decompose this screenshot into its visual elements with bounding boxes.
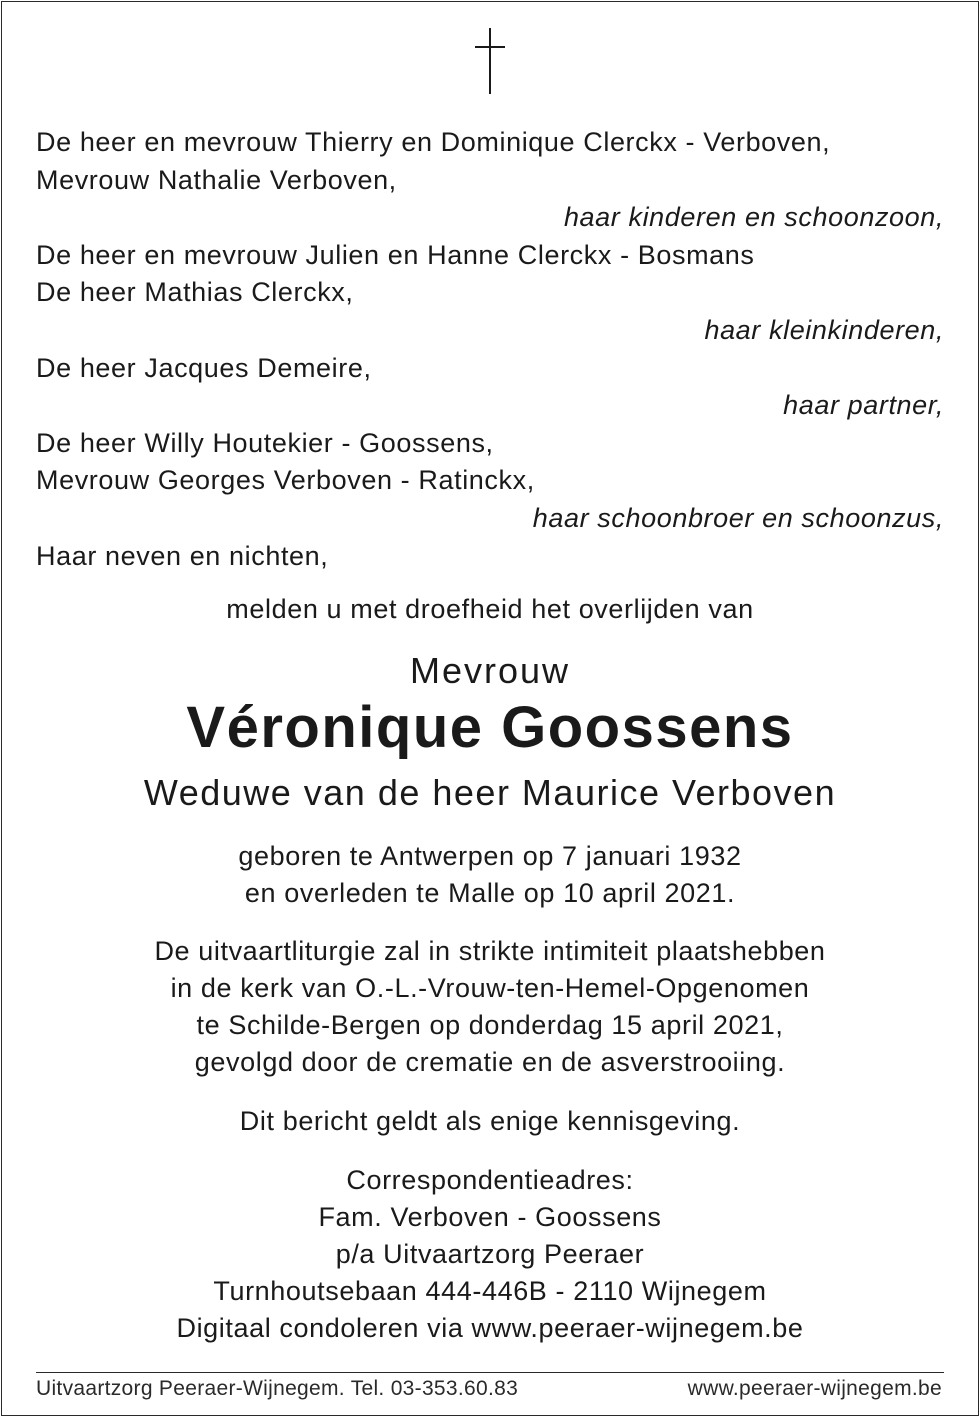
footer-contact: Uitvaartzorg Peeraer-Wijnegem. Tel. 03-353.60.83 bbox=[36, 1377, 519, 1400]
family-list bbox=[36, 124, 944, 575]
family-relation: haar partner, bbox=[783, 390, 944, 421]
family-relation: haar kinderen en schoonzoon, bbox=[563, 202, 944, 233]
family-line: De heer en mevrouw Thierry en Dominique Clerckx - Verboven, bbox=[36, 127, 831, 157]
correspondence-block bbox=[0, 1162, 980, 1347]
death-line: en overleden te Malle op 10 april 2021. bbox=[244, 878, 736, 908]
family-relation: haar schoonbroer en schoonzus, bbox=[532, 502, 944, 533]
family-line: De heer Willy Houtekier - Goossens, bbox=[36, 427, 494, 458]
notice: Dit bericht geldt als enige kennisgeving. bbox=[239, 1106, 741, 1136]
footer-divider bbox=[36, 1372, 944, 1373]
correspondence-line: Turnhoutsebaan 444-446B - 2110 Wijnegem bbox=[213, 1276, 767, 1306]
funeral-line: te Schilde-Bergen op donderdag 15 april 2021, bbox=[196, 1010, 784, 1040]
deceased-name: Véronique Goossens bbox=[186, 695, 794, 760]
correspondence-heading: Correspondentieadres: bbox=[346, 1165, 634, 1195]
family-line: De heer Mathias Clerckx, bbox=[36, 277, 354, 308]
family-line: Haar neven en nichten, bbox=[36, 540, 329, 571]
correspondence-line: p/a Uitvaartzorg Peeraer bbox=[335, 1239, 645, 1269]
deceased-title: Mevrouw bbox=[409, 650, 571, 691]
funeral-line: in de kerk van O.-L.-Vrouw-ten-Hemel-Opgenomen bbox=[170, 973, 810, 1003]
widow-of: Weduwe van de heer Maurice Verboven bbox=[143, 772, 837, 813]
dates-block bbox=[0, 838, 980, 912]
funeral-block bbox=[0, 933, 980, 1081]
family-line: De heer en mevrouw Julien en Hanne Clerckx - Bosmans bbox=[36, 239, 755, 270]
funeral-line: gevolgd door de crematie en de asverstrooiing. bbox=[194, 1047, 786, 1077]
correspondence-line: Fam. Verboven - Goossens bbox=[318, 1202, 662, 1232]
birth-line: geboren te Antwerpen op 7 januari 1932 bbox=[238, 841, 742, 871]
footer-website-link[interactable]: www.peeraer-wijnegem.be bbox=[687, 1377, 942, 1400]
condolence-link[interactable]: Digitaal condoleren via www.peeraer-wijnegem.be bbox=[176, 1313, 804, 1343]
family-line: De heer Jacques Demeire, bbox=[36, 352, 372, 383]
family-line: Mevrouw Georges Verboven - Ratinckx, bbox=[36, 465, 535, 496]
funeral-line: De uitvaartliturgie zal in strikte intimiteit plaatshebben bbox=[154, 936, 826, 966]
family-line: Mevrouw Nathalie Verboven, bbox=[36, 164, 397, 195]
announcement: melden u met droefheid het overlijden van bbox=[226, 594, 754, 624]
cross-icon bbox=[475, 28, 515, 96]
family-relation: haar kleinkinderen, bbox=[704, 314, 944, 345]
